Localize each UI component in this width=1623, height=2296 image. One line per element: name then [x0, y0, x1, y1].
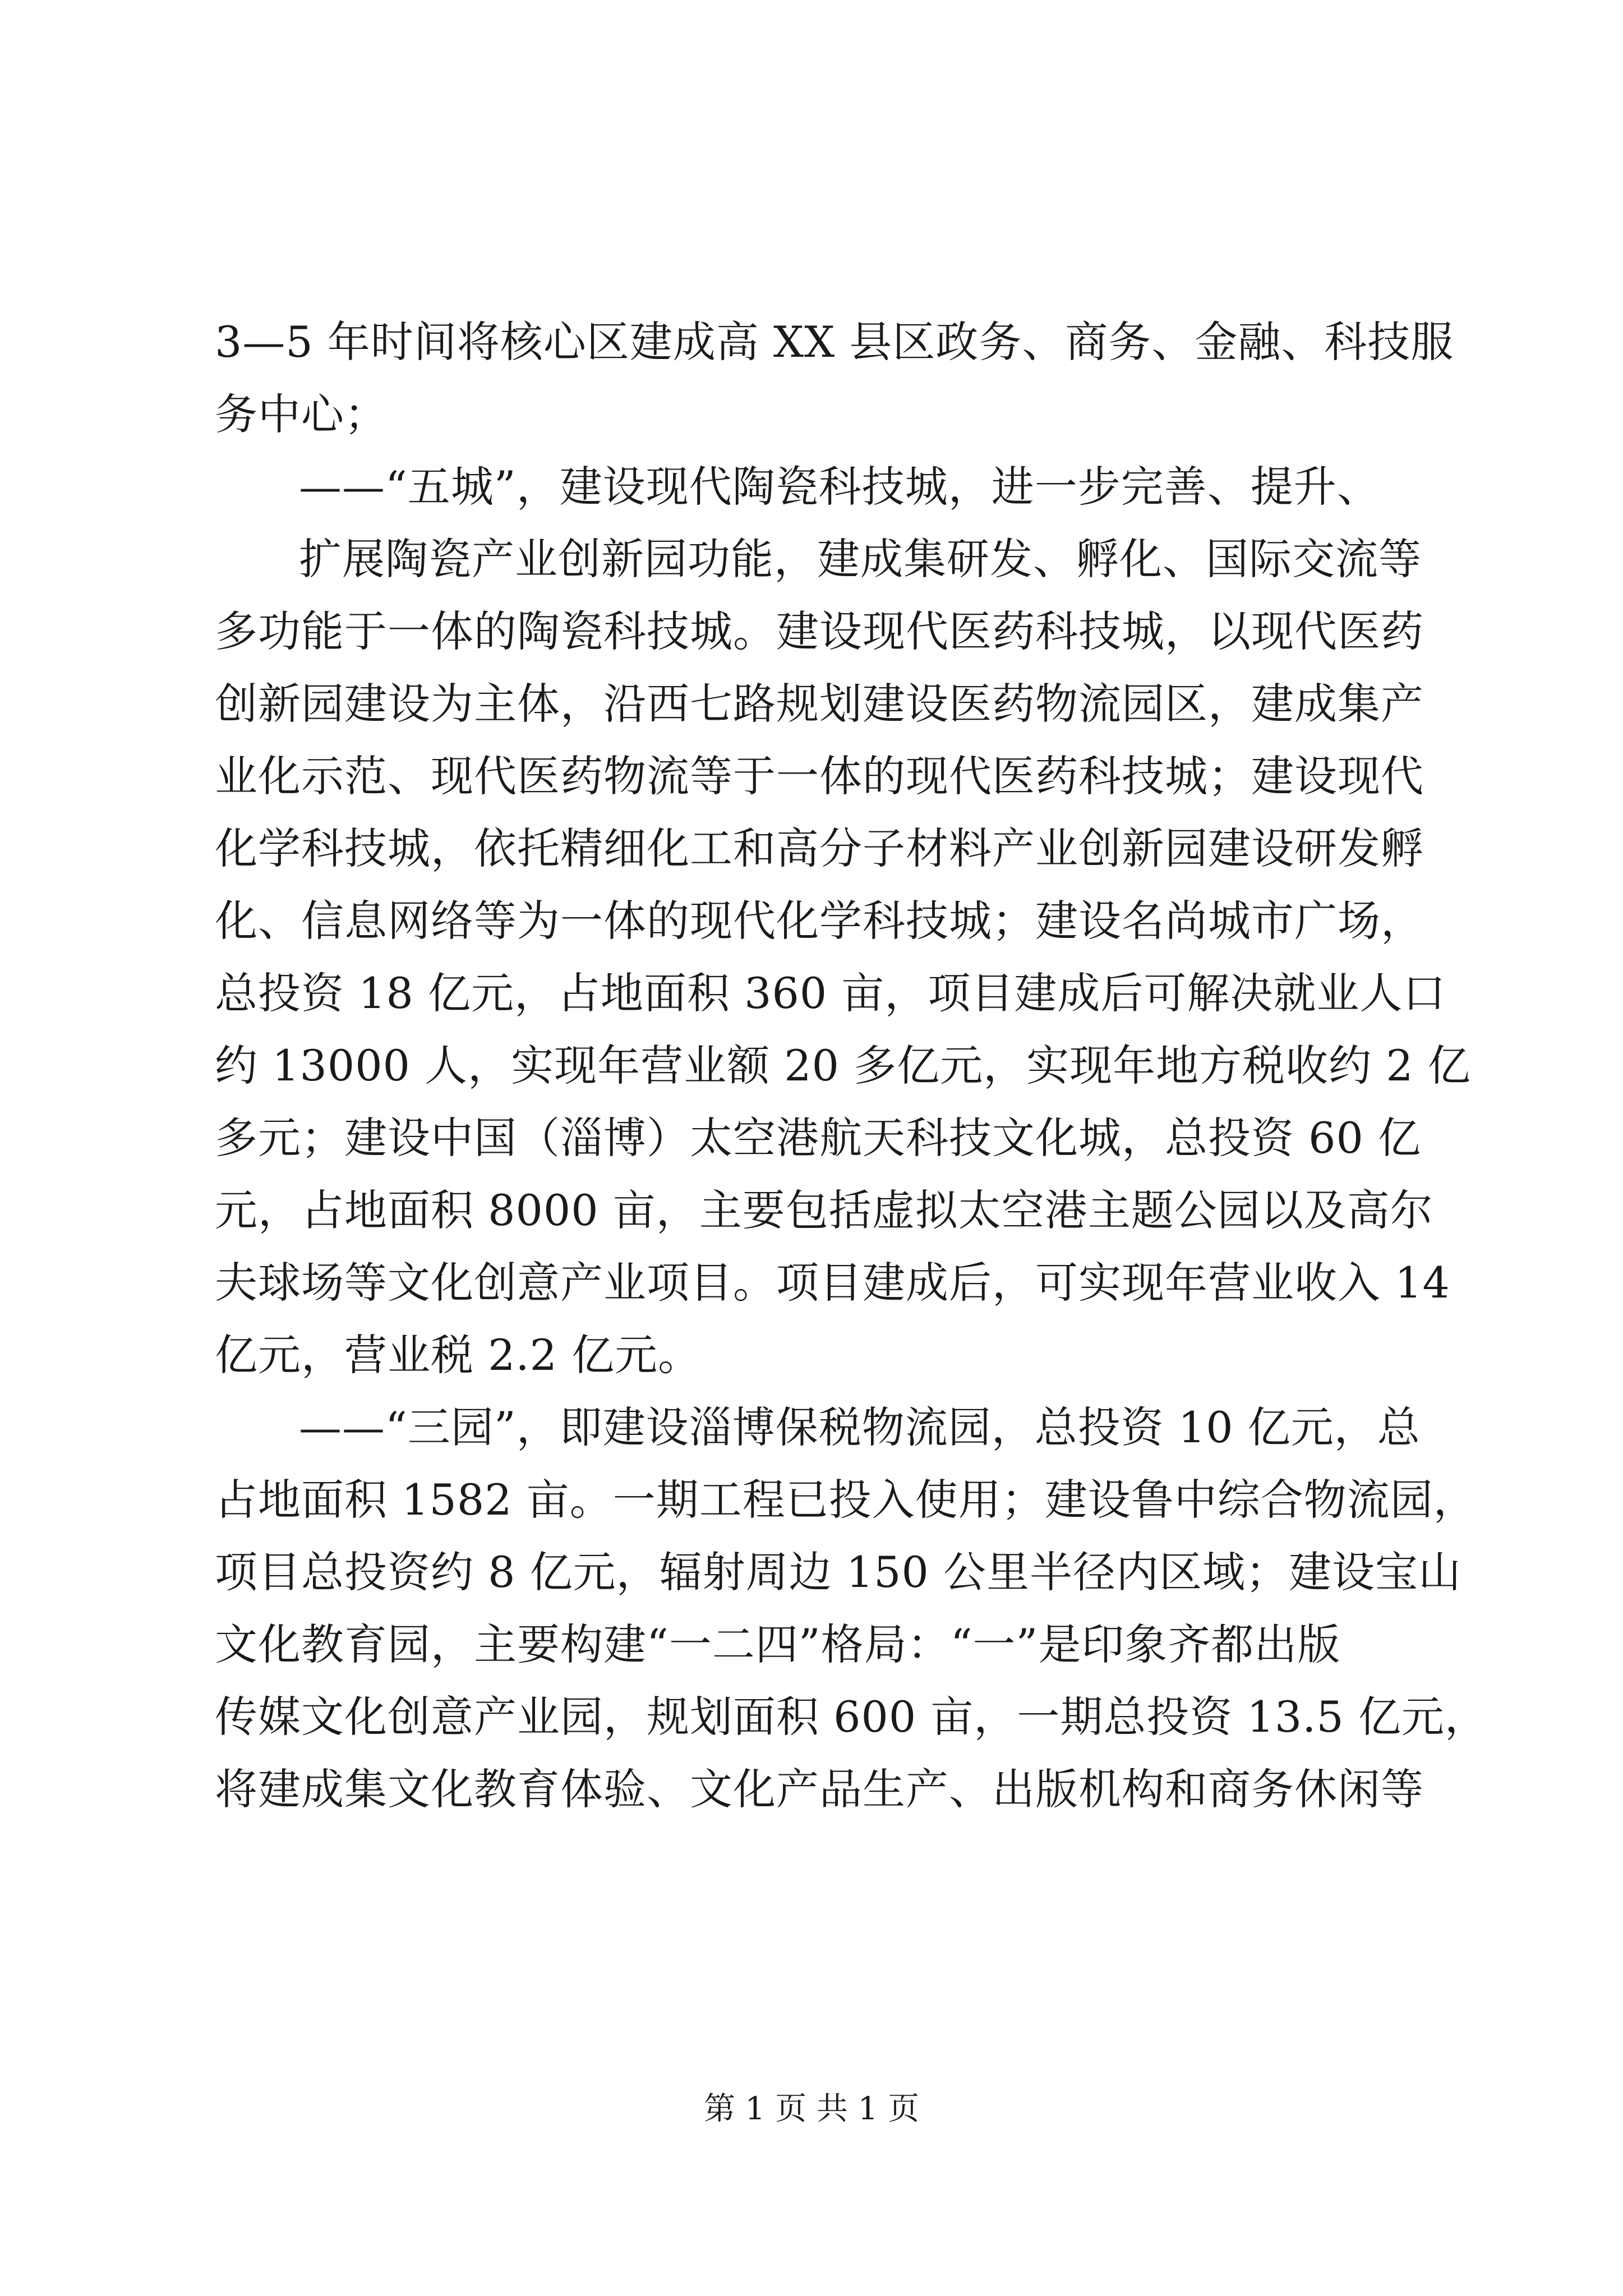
- text-line: 文化教育园，主要构建“一二四”格局：“一”是印象齐都出版: [215, 1619, 1341, 1669]
- text-line: 扩展陶瓷产业创新园功能，建成集研发、孵化、国际交流等: [299, 534, 1422, 584]
- text-line: 占地面积 1582 亩。一期工程已投入使用；建设鲁中综合物流园，: [215, 1475, 1477, 1525]
- text-line: 元，占地面积 8000 亩，主要包括虚拟太空港主题公园以及高尔: [215, 1185, 1433, 1235]
- text-line: 多功能于一体的陶瓷科技城。建设现代医药科技城，以现代医药: [215, 606, 1424, 656]
- text-line: 传媒文化创意产业园，规划面积 600 亩，一期总投资 13.5 亿元，: [215, 1692, 1488, 1742]
- text-line: 夫球场等文化创意产业项目。项目建成后，可实现年营业收入 14: [215, 1258, 1450, 1308]
- document-body: [215, 306, 1488, 1825]
- text-line: 多元；建设中国（淄博）太空港航天科技文化城，总投资 60 亿: [215, 1113, 1422, 1163]
- paragraph-start-line: ——“五城”，建设现代陶瓷科技城，进一步完善、提升、: [299, 462, 1380, 512]
- text-line: 总投资 18 亿元，占地面积 360 亩，项目建成后可解决就业人口: [215, 968, 1446, 1018]
- text-line: 务中心；: [215, 389, 388, 439]
- text-line: 业化示范、现代医药物流等于一体的现代医药科技城；建设现代: [215, 751, 1424, 801]
- text-line: 化学科技城，依托精细化工和高分子材料产业创新园建设研发孵: [215, 823, 1424, 873]
- text-line: 将建成集文化教育体验、文化产品生产、出版机构和商务休闲等: [215, 1764, 1424, 1814]
- text-line: 3—5 年时间将核心区建成高 XX 县区政务、商务、金融、科技服: [215, 317, 1454, 367]
- text-line: 亿元，营业税 2.2 亿元。: [215, 1330, 702, 1380]
- text-line: 创新园建设为主体，沿西七路规划建设医药物流园区，建成集产: [215, 679, 1424, 729]
- text-line: 项目总投资约 8 亿元，辐射周边 150 公里半径内区域；建设宝山: [215, 1547, 1462, 1597]
- text-line: 化、信息网络等为一体的现代化学科技城；建设名尚城市广场，: [215, 896, 1424, 946]
- paragraph-start-line: ——“三园”，即建设淄博保税物流园，总投资 10 亿元，总: [299, 1402, 1421, 1452]
- page-number-label: 第 1 页 共 1 页: [703, 2091, 920, 2127]
- text-line: 约 13000 人，实现年营业额 20 多亿元，实现年地方税收约 2 亿: [215, 1041, 1471, 1091]
- page-footer: [0, 2087, 1623, 2132]
